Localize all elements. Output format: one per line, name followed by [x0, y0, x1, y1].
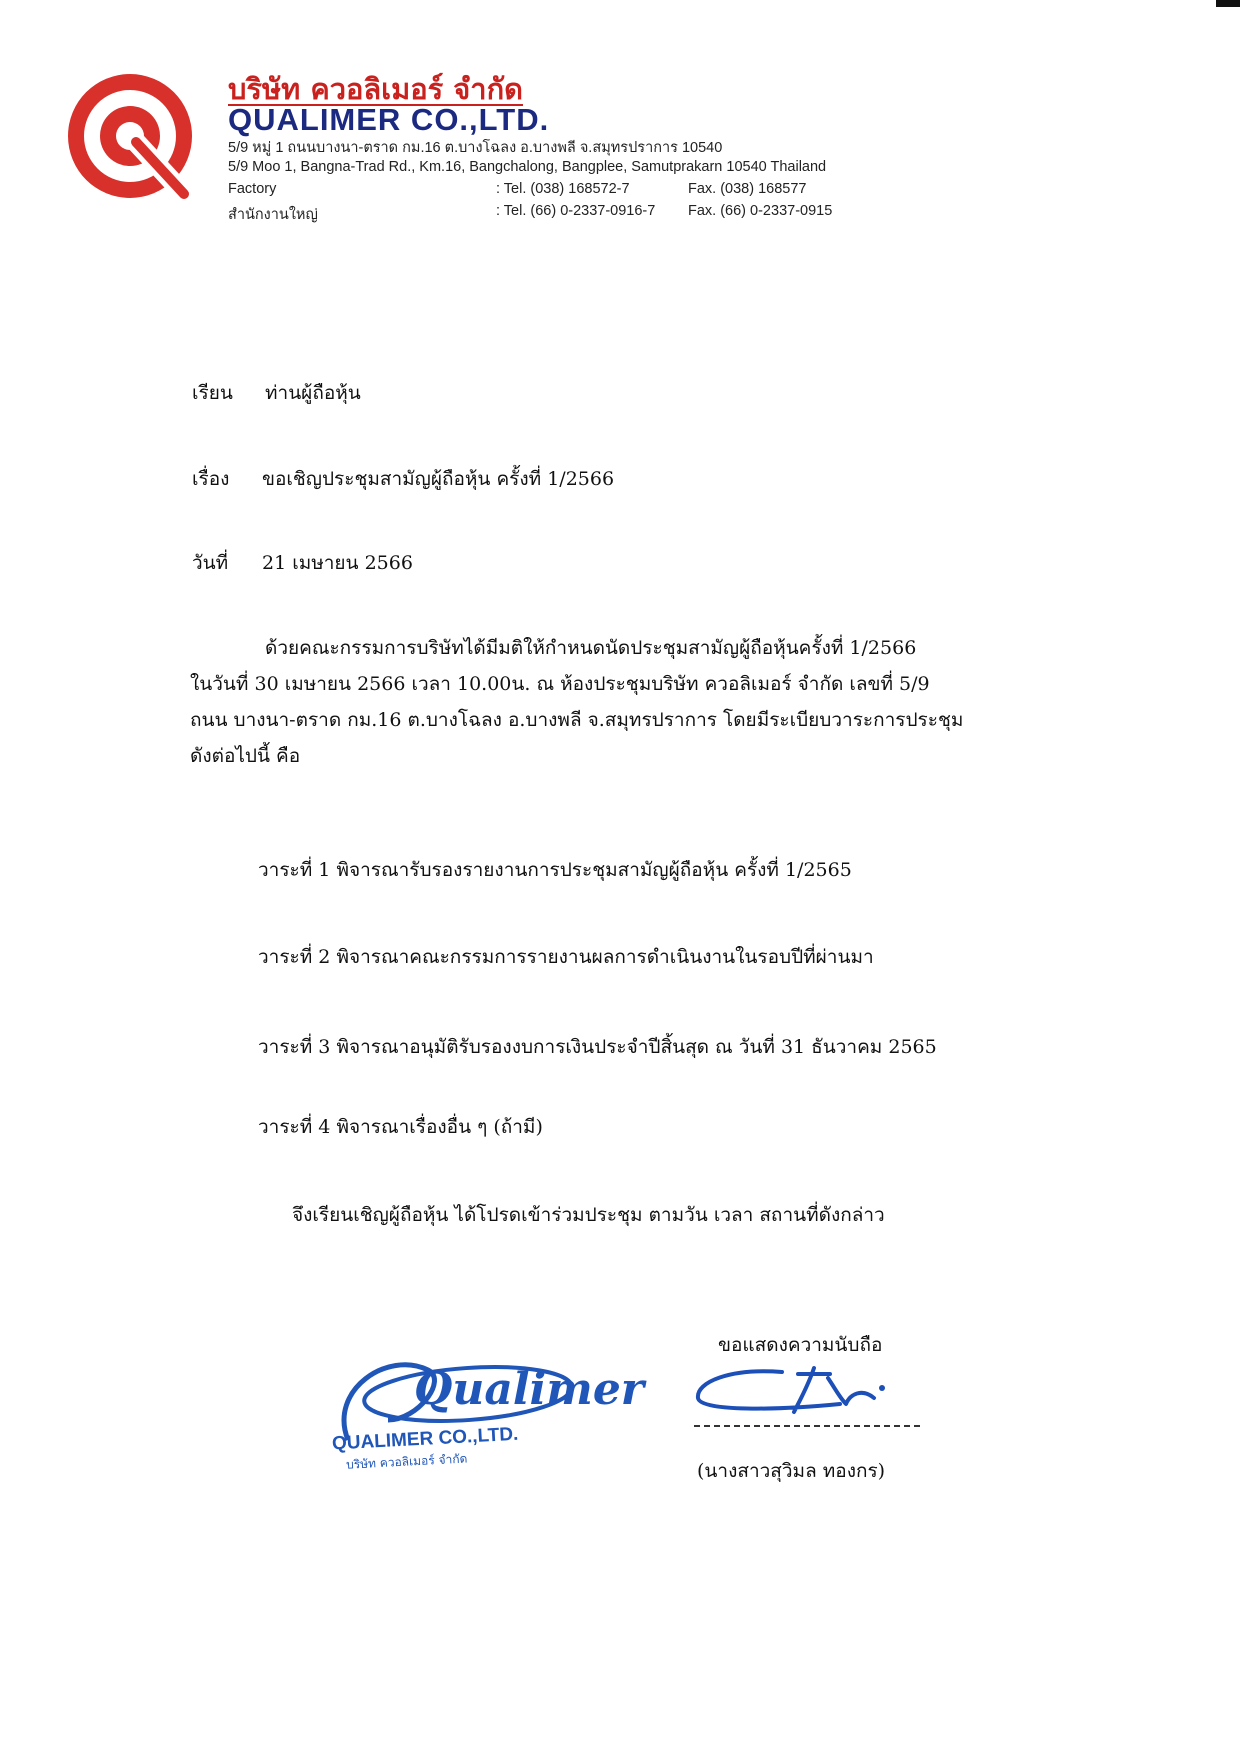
- factory-label: Factory: [228, 181, 277, 197]
- company-name-english: QUALIMER CO.,LTD.: [228, 102, 550, 137]
- agenda-item-3: วาระที่ 3 พิจารณาอนุมัติรับรองงบการเงินประจำปีสิ้นสุด ณ วันที่ 31 ธันวาคม 2565: [258, 1036, 937, 1058]
- paragraph-line: ด้วยคณะกรรมการบริษัทได้มีมติให้กำหนดนัดประชุมสามัญผู้ถือหุ้นครั้งที่ 1/2566: [265, 637, 917, 659]
- head-office-contact: [228, 203, 833, 226]
- head-office-tel: : Tel. (66) 0-2337-0916-7: [496, 203, 656, 219]
- head-office-fax: Fax. (66) 0-2337-0915: [688, 203, 833, 219]
- signer-name: (นางสาวสุวิมล ทองกร): [697, 1460, 886, 1482]
- scan-edge-mark: [1216, 0, 1240, 7]
- factory-tel: : Tel. (038) 168572-7: [496, 181, 630, 197]
- head-office-label: สำนักงานใหญ่: [228, 207, 318, 223]
- address-thai: 5/9 หมู่ 1 ถนนบางนา-ตราด กม.16 ต.บางโฉลง อ.บางพลี จ.สมุทรปราการ 10540: [228, 140, 723, 156]
- agenda-item-2: วาระที่ 2 พิจารณาคณะกรรมการรายงานผลการดำเนินงานในรอบปีที่ผ่านมา: [258, 946, 874, 968]
- signature-line: [694, 1425, 920, 1427]
- stamp-company-text: QUALIMER CO.,LTD.: [331, 1423, 519, 1455]
- stamp-thai-text: บริษัท ควอลิเมอร์ จำกัด: [345, 1451, 468, 1472]
- company-name-thai: บริษัท ควอลิเมอร์ จำกัด: [228, 72, 523, 106]
- stamp-script-text: Qualimer: [414, 1364, 644, 1415]
- subject-value: ขอเชิญประชุมสามัญผู้ถือหุ้น ครั้งที่ 1/2566: [262, 468, 615, 490]
- qualimer-logo-icon: [58, 64, 208, 214]
- invitation-paragraph: [190, 630, 1040, 774]
- regards-text: ขอแสดงความนับถือ: [718, 1334, 883, 1356]
- recipient-value: ท่านผู้ถือหุ้น: [265, 382, 361, 404]
- handwritten-signature: [690, 1360, 900, 1422]
- date-value: 21 เมษายน 2566: [262, 552, 413, 574]
- date-label: วันที่: [192, 552, 229, 574]
- agenda-item-1: วาระที่ 1 พิจารณารับรองรายงานการประชุมสามัญผู้ถือหุ้น ครั้งที่ 1/2565: [258, 859, 852, 881]
- agenda-item-4: วาระที่ 4 พิจารณาเรื่องอื่น ๆ (ถ้ามี): [258, 1116, 543, 1138]
- address-english: 5/9 Moo 1, Bangna-Trad Rd., Km.16, Bangchalong, Bangplee, Samutprakarn 10540 Thailand: [228, 159, 827, 175]
- factory-fax: Fax. (038) 168577: [688, 181, 807, 197]
- subject-label: เรื่อง: [192, 468, 230, 490]
- paragraph-line: ในวันที่ 30 เมษายน 2566 เวลา 10.00น. ณ ห้องประชุมบริษัท ควอลิเมอร์ จำกัด เลขที่ 5/9: [190, 673, 930, 695]
- factory-contact: [228, 181, 807, 197]
- paragraph-line: ถนน บางนา-ตราด กม.16 ต.บางโฉลง อ.บางพลี จ.สมุทรปราการ โดยมีระเบียบวาระการประชุม: [190, 709, 964, 731]
- closing-sentence: จึงเรียนเชิญผู้ถือหุ้น ได้โปรดเข้าร่วมประชุม ตามวัน เวลา สถานที่ดังกล่าว: [292, 1204, 885, 1226]
- letterhead: [48, 58, 1048, 228]
- paragraph-line: ดังต่อไปนี้ คือ: [190, 745, 301, 767]
- company-stamp: [318, 1330, 644, 1472]
- recipient-label: เรียน: [192, 382, 233, 404]
